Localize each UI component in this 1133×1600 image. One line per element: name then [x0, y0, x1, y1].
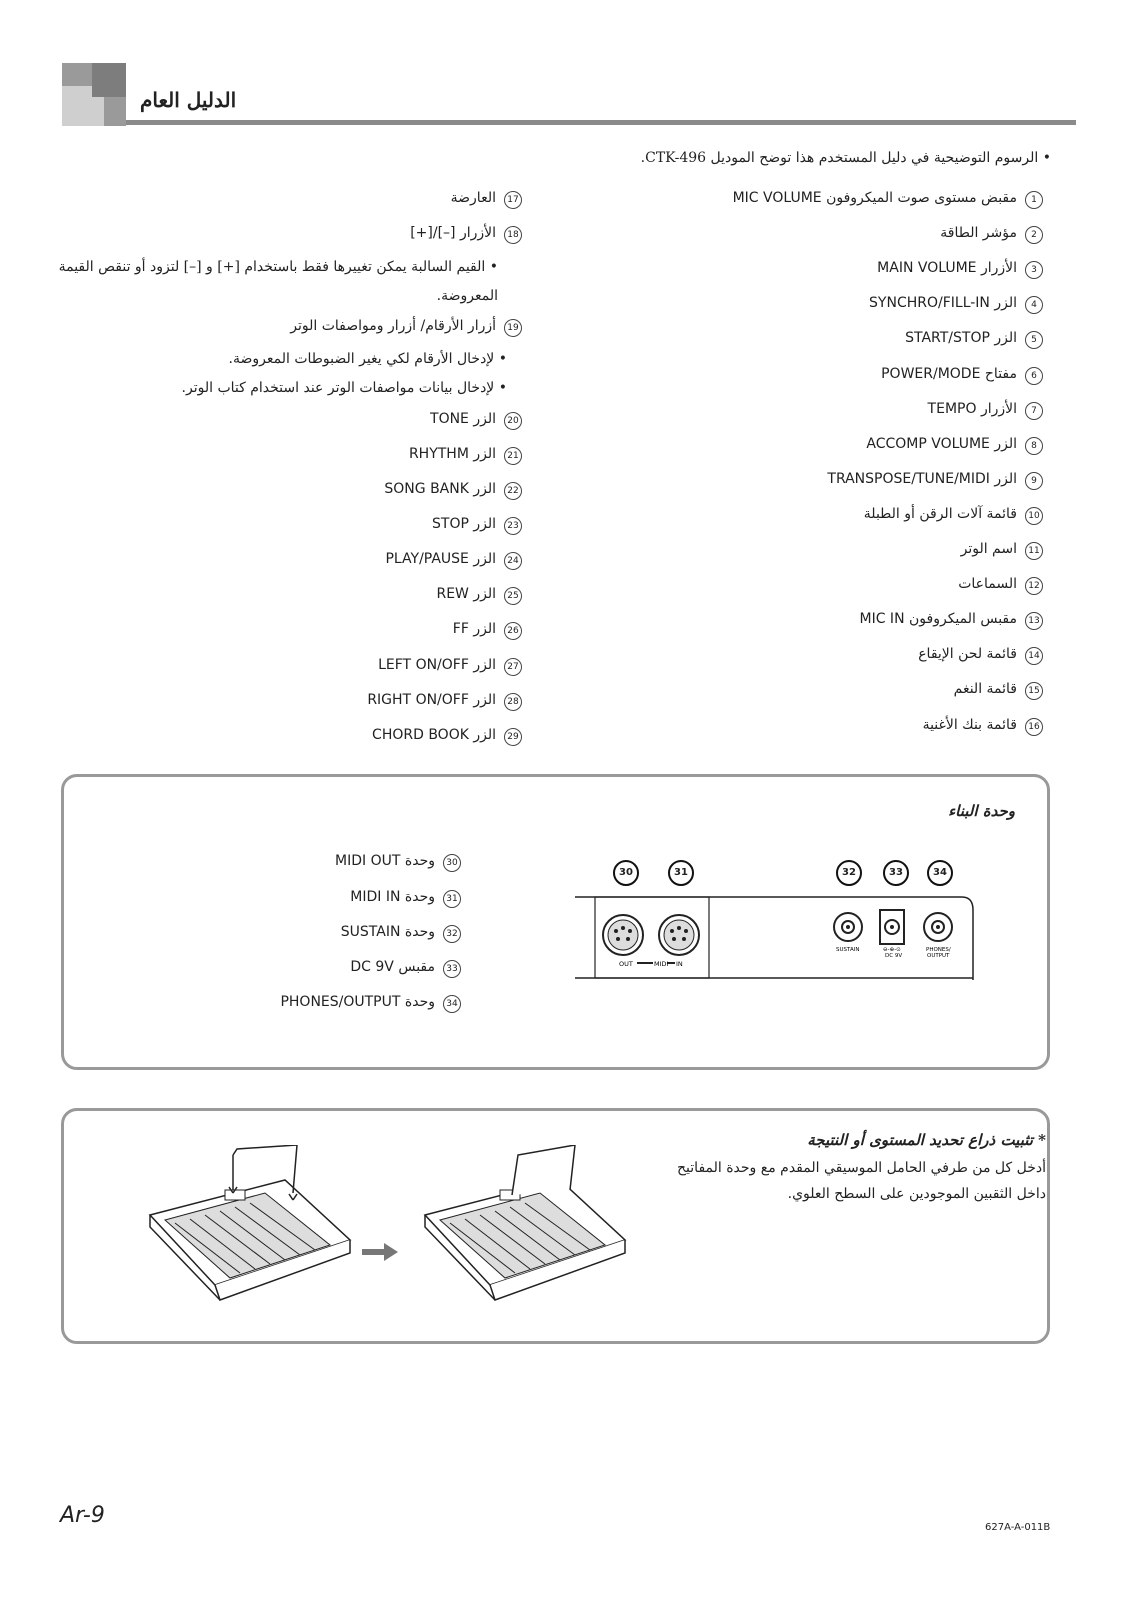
item-number: 14 — [1025, 647, 1043, 665]
item-number: 31 — [443, 890, 461, 908]
right-item — [958, 576, 1043, 595]
right-item — [881, 366, 1043, 385]
arrow-right-icon — [362, 1242, 402, 1262]
left-item — [453, 621, 522, 640]
label-polarity: ⊖-⊕-⊙ — [883, 947, 901, 953]
item-label: الزر STOP — [432, 516, 496, 532]
right-item — [869, 295, 1043, 314]
right-item — [827, 471, 1043, 490]
label-midi: MIDI — [654, 960, 669, 968]
item-label: الزر TRANSPOSE/TUNE/MIDI — [827, 471, 1017, 487]
item-label: أزرار الأرقام/ أزرار ومواصفات الوتر — [290, 318, 496, 334]
rear-item — [335, 853, 461, 872]
item-number: 2 — [1025, 226, 1043, 244]
item-label: وحدة PHONES/OUTPUT — [280, 994, 435, 1010]
item-label: الزر PLAY/PAUSE — [385, 551, 496, 567]
item-label: وحدة SUSTAIN — [340, 924, 435, 940]
item-label: الزر FF — [452, 621, 496, 637]
item-label: الأزرار MAIN VOLUME — [877, 260, 1017, 276]
item-number: 29 — [504, 728, 522, 746]
left-item — [385, 551, 522, 570]
item-number: 11 — [1025, 542, 1043, 560]
item-number: 30 — [443, 854, 461, 872]
item-number: 23 — [504, 517, 522, 535]
item-number: 16 — [1025, 718, 1043, 736]
label-in: IN — [676, 960, 683, 968]
label-output: OUTPUT — [927, 953, 950, 959]
right-item — [905, 330, 1043, 349]
item-label: اسم الوتر — [960, 541, 1017, 557]
item-label: الزر CHORD BOOK — [372, 727, 496, 743]
right-item — [866, 436, 1043, 455]
right-item — [961, 541, 1043, 560]
stand-text-1: أدخل كل من طرفي الحامل الموسيقي المقدم مع وحدة المفاتيح — [677, 1160, 1046, 1176]
item-number: 19 — [504, 319, 522, 337]
item-number: 5 — [1025, 331, 1043, 349]
item-label: مقبض مستوى صوت الميكروفون MIC VOLUME — [732, 190, 1017, 206]
sustain-jack — [834, 913, 862, 941]
keyboard-with-arrows-illustration — [145, 1145, 355, 1315]
left-item — [367, 692, 522, 711]
item-label: الزر RHYTHM — [408, 446, 496, 462]
page-number: Ar-9 — [60, 1503, 105, 1528]
item-number: 1 — [1025, 191, 1043, 209]
item-label: العارضة — [450, 190, 496, 206]
stand-text-2: داخل الثقبين الموجودين على السطح العلوي. — [787, 1186, 1046, 1202]
label-sustain: SUSTAIN — [836, 947, 860, 953]
right-item — [877, 260, 1043, 279]
item-number: 27 — [504, 658, 522, 676]
item-number: 24 — [504, 552, 522, 570]
left-item — [451, 190, 522, 209]
item-number: 21 — [504, 447, 522, 465]
item-label: وحدة MIDI OUT — [335, 853, 435, 869]
item-number: 9 — [1025, 472, 1043, 490]
left-item — [372, 727, 522, 746]
left-item — [430, 411, 522, 430]
item-number: 8 — [1025, 437, 1043, 455]
label-out: OUT — [619, 960, 633, 968]
item-number: 13 — [1025, 612, 1043, 630]
header-decoration — [62, 63, 126, 126]
item-label: السماعات — [958, 576, 1017, 592]
intro-note: • الرسوم التوضيحية في دليل المستخدم هذا توضح الموديل CTK-496. — [640, 150, 1051, 166]
item-number: 12 — [1025, 577, 1043, 595]
right-item — [928, 401, 1043, 420]
item-number: 28 — [504, 693, 522, 711]
rear-callout-badge: 32 — [836, 860, 862, 886]
keyboard-with-stand-illustration — [420, 1145, 630, 1315]
item-label: مقبس DC 9V — [350, 959, 435, 975]
note-18b: المعروضة. — [436, 288, 498, 304]
note-19a: • لإدخال الأرقام لكي يغير الضبوطات المعروضة. — [228, 351, 507, 367]
item-number: 4 — [1025, 296, 1043, 314]
item-label: مؤشر الطاقة — [940, 225, 1017, 241]
item-label: وحدة MIDI IN — [350, 889, 435, 905]
item-number: 32 — [443, 925, 461, 943]
rear-item — [341, 924, 461, 943]
right-item — [860, 611, 1044, 630]
item-number: 3 — [1025, 261, 1043, 279]
rear-callout-badge: 34 — [927, 860, 953, 886]
item-number: 26 — [504, 622, 522, 640]
item-number: 25 — [504, 587, 522, 605]
right-item — [864, 506, 1043, 525]
item-number: 33 — [443, 960, 461, 978]
rear-callout-badge: 30 — [613, 860, 639, 886]
rear-item — [280, 994, 461, 1013]
rear-callout-badge: 33 — [883, 860, 909, 886]
left-item — [384, 481, 522, 500]
left-item — [436, 586, 522, 605]
document-code: 627A-A-011B — [985, 1522, 1051, 1533]
item-label: الأزرار TEMPO — [927, 401, 1017, 417]
item-label: الأزرار [–]/[+] — [410, 225, 496, 241]
rear-item — [350, 959, 461, 978]
stand-title: * تثبيت ذراع تحديد المستوى أو النتيجة — [807, 1131, 1046, 1149]
item-number: 18 — [504, 226, 522, 244]
item-number: 22 — [504, 482, 522, 500]
note-18a: • القيم السالبة يمكن تغييرها فقط باستخدام [+] و [–] لتزود أو تنقص القيمة — [58, 259, 498, 275]
item-label: مقبس الميكروفون MIC IN — [859, 611, 1017, 627]
item-label: الزر RIGHT ON/OFF — [367, 692, 496, 708]
item-label: الزر TONE — [430, 411, 496, 427]
right-item — [954, 681, 1043, 700]
left-item — [378, 657, 522, 676]
item-label: قائمة النغم — [953, 681, 1017, 697]
item-number: 20 — [504, 412, 522, 430]
item-number: 15 — [1025, 682, 1043, 700]
note-19b: • لإدخال بيانات مواصفات الوتر عند استخدام كتاب الوتر. — [181, 380, 507, 396]
rear-item — [350, 889, 461, 908]
phones-jack — [924, 913, 952, 941]
midi-out-port — [603, 915, 643, 955]
dc-jack — [880, 910, 904, 944]
item-number: 6 — [1025, 367, 1043, 385]
page-title: الدليل العام — [140, 88, 237, 112]
midi-in-port — [659, 915, 699, 955]
rear-callout-badge: 31 — [668, 860, 694, 886]
item-number: 10 — [1025, 507, 1043, 525]
left-item — [409, 446, 522, 465]
item-label: قائمة لحن الإيقاع — [918, 646, 1017, 662]
item-label: الزر SONG BANK — [384, 481, 496, 497]
label-phones: PHONES/ — [926, 947, 951, 953]
item-label: الزر START/STOP — [905, 330, 1017, 346]
item-label: مفتاح POWER/MODE — [881, 366, 1017, 382]
item-label: الزر REW — [436, 586, 496, 602]
right-item — [923, 717, 1043, 736]
right-item — [918, 646, 1043, 665]
rear-panel-title: وحدة البناء — [948, 802, 1015, 820]
item-label: الزر SYNCHRO/FILL-IN — [869, 295, 1017, 311]
item-number: 7 — [1025, 402, 1043, 420]
item-number: 17 — [504, 191, 522, 209]
right-item — [940, 225, 1043, 244]
right-item — [733, 190, 1043, 209]
left-item — [432, 516, 522, 535]
item-label: الزر ACCOMP VOLUME — [866, 436, 1017, 452]
left-item — [410, 225, 522, 244]
item-label: الزر LEFT ON/OFF — [378, 657, 496, 673]
item-number: 34 — [443, 995, 461, 1013]
item-label: قائمة بنك الأغنية — [922, 717, 1017, 733]
left-item — [290, 318, 522, 337]
header-rule — [126, 120, 1076, 125]
label-dc: DC 9V — [885, 953, 903, 959]
item-label: قائمة آلات الرقن أو الطبلة — [863, 506, 1017, 522]
